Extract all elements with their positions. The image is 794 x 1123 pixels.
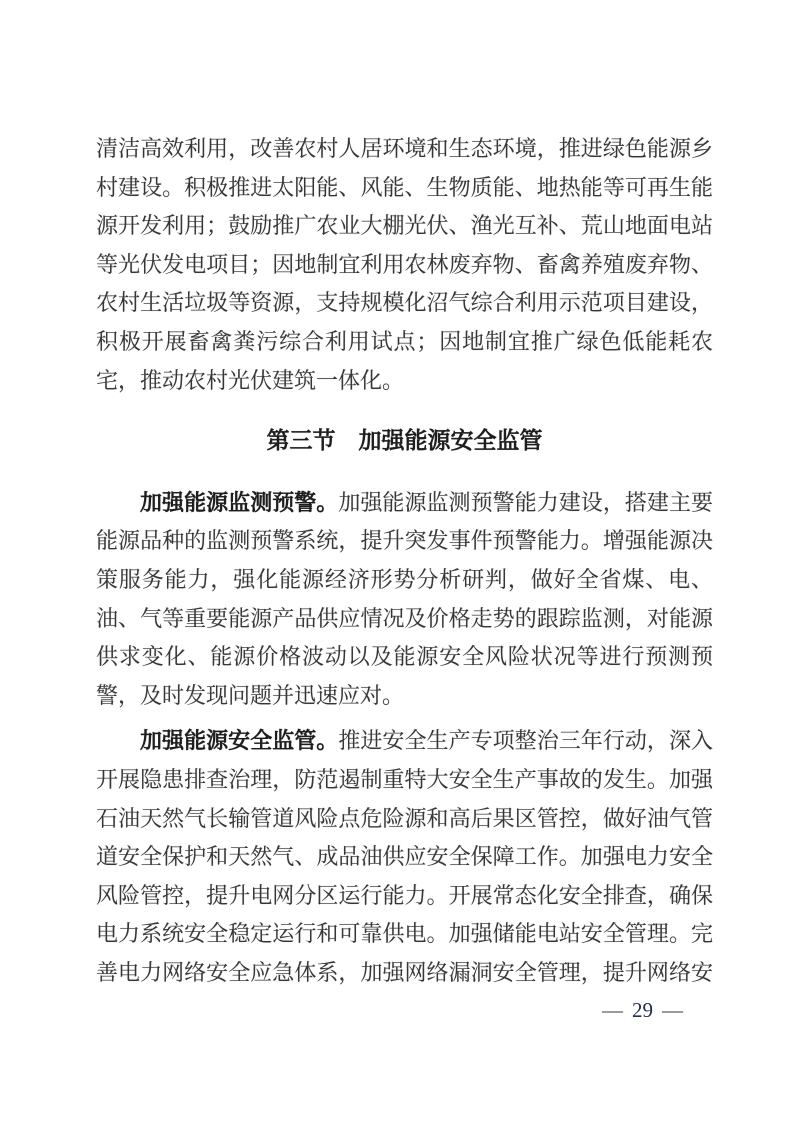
body-line: 农村生活垃圾等资源，支持规模化沼气综合利用示范项目建设， — [96, 290, 713, 316]
body-line — [96, 484, 713, 523]
paragraph-energy-safety-supervision — [96, 722, 713, 992]
body-line: 策服务能力，强化能源经济形势分析研判，做好全省煤、电、 — [96, 566, 713, 592]
footer-left-dash: — — [602, 998, 623, 1022]
body-line: 等光伏发电项目；因地制宜利用农林废弃物、畜禽养殖废弃物、 — [96, 251, 713, 277]
body-line: 道安全保护和天然气、成品油供应安全保障工作。加强电力安全 — [96, 844, 713, 870]
paragraph-lead-bold: 加强能源监测预警。 — [140, 489, 339, 515]
body-line: 善电力网络安全应急体系，加强网络漏洞安全管理，提升网络安 — [96, 959, 713, 985]
body-line: 开展隐患排查治理，防范遏制重特大安全生产事故的发生。加强 — [96, 766, 713, 792]
document-body — [96, 130, 713, 992]
paragraph-energy-monitoring-warning — [96, 484, 713, 716]
section-heading: 第三节 加强能源安全监管 — [266, 427, 543, 454]
body-line: 积极开展畜禽粪污综合利用试点；因地制宜推广绿色低能耗农 — [96, 328, 713, 354]
footer-right-dash: — — [662, 998, 683, 1022]
body-line — [96, 722, 713, 761]
body-line: 风险管控，提升电网分区运行能力。开展常态化安全排查，确保 — [96, 882, 713, 908]
body-line: 源开发利用；鼓励推广农业大棚光伏、渔光互补、荒山地面电站 — [96, 213, 713, 239]
body-line: 警，及时发现问题并迅速应对。 — [96, 682, 405, 708]
body-text: 加强能源监测预警能力建设，搭建主要 — [338, 489, 713, 515]
body-line: 石油天然气长输管道风险点危险源和高后果区管控，做好油气管 — [96, 805, 713, 831]
body-line: 村建设。积极推进太阳能、风能、生物质能、地热能等可再生能 — [96, 174, 713, 200]
page-footer — [602, 998, 683, 1022]
body-text: 推进安全生产专项整治三年行动，深入 — [338, 728, 713, 754]
paragraph-lead-bold: 加强能源安全监管。 — [140, 728, 339, 754]
body-line: 油、气等重要能源产品供应情况及价格走势的跟踪监测，对能源 — [96, 605, 713, 631]
body-line: 能源品种的监测预警系统，提升突发事件预警能力。增强能源决 — [96, 528, 713, 554]
paragraph-clean-energy-rural — [96, 130, 713, 400]
body-line: 宅，推动农村光伏建筑一体化。 — [96, 367, 405, 393]
body-line: 供求变化、能源价格波动以及能源安全风险状况等进行预测预 — [96, 644, 713, 670]
body-line: 清洁高效利用，改善农村人居环境和生态环境，推进绿色能源乡 — [96, 136, 713, 161]
page-number: 29 — [632, 998, 653, 1022]
body-line: 电力系统安全稳定运行和可靠供电。加强储能电站安全管理。完 — [96, 921, 713, 947]
